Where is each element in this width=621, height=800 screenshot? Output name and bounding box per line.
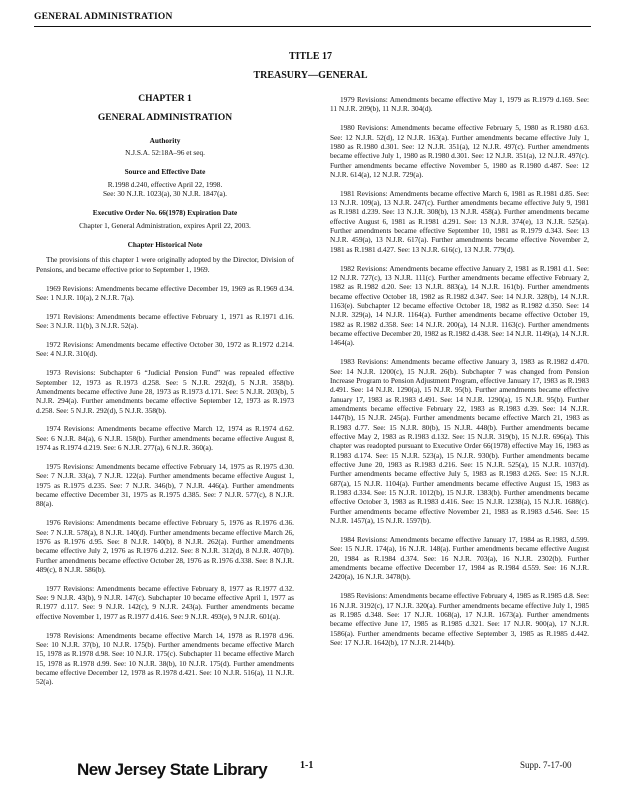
history-paragraph: 1975 Revisions: Amendments became effective February 14, 1975 as R.1975 d.30. See: 7 N.J.R. 33(a), 7 N.J.R. 122(a). Further amendments became effective August 1, 1975 as R.1975 d.235. See: 7 N.J.R. 346(b), 7 N.J.R. 446(a). Further amendments became effective December 31, 1975 as R.1975 d.385. See: 7 N.J.R. 577(c), 8 N.J.R. 88(a).: [36, 461, 294, 509]
library-stamp: New Jersey State Library: [77, 760, 268, 779]
history-paragraph: 1973 Revisions: Subchapter 6 “Judicial Pension Fund” was repealed effective September 12, 1973 as R.1973 d.258. See: 5 N.J.R. 292(d), 5 N.J.R. 358(b). Amendments became effective June 28, 1973 as R.1973 d.171. See: 5 N.J.R. 203(b), 5 N.J.R. 294(a). Further amendments became effective September 12, 1973 as R.1973 d.258. See: 5 N.J.R. 292(d), 5 N.J.R. 358(b).: [36, 368, 294, 415]
history-paragraph: 1974 Revisions: Amendments became effective March 12, 1974 as R.1974 d.62. See: 6 N.J.R. 84(a), 6 N.J.R. 158(b). Further amendments became effective August 8, 1974 as R.1974 d.219. See: 6 N.J.R. 277(a), 6 N.J.R. 360(a).: [36, 424, 294, 453]
historical-note-heading: Chapter Historical Note: [127, 240, 203, 250]
exec-order-heading: Executive Order No. 66(1978) Expiration Date: [92, 208, 238, 218]
header-rule: [34, 26, 591, 27]
source-heading: Source and Effective Date: [124, 167, 206, 177]
right-column: [330, 95, 589, 657]
history-paragraph: 1971 Revisions: Amendments became effective February 1, 1971 as R.1971 d.16. See: 3 N.J.R. 11(b), 3 N.J.R. 52(a).: [36, 311, 294, 331]
history-paragraph: 1972 Revisions: Amendments became effective October 30, 1972 as R.1972 d.214. See: 4 N.J.R. 310(d).: [36, 340, 294, 359]
history-paragraph: The provisions of this chapter 1 were originally adopted by the Director, Division of Pensions, and became effective prior to September 1, 1969.: [36, 255, 294, 274]
history-paragraph: 1979 Revisions: Amendments became effective May 1, 1979 as R.1979 d.169. See: 11 N.J.R. 209(b), 11 N.J.R. 304(d).: [330, 95, 589, 114]
history-paragraph: 1980 Revisions: Amendments became effective February 5, 1980 as R.1980 d.63. See: 12 N.J.R. 52(d), 12 N.J.R. 163(a). Further amendments became effective July 1, 1980 as R.1980 d.301. See: 12 N.J.R. 351(a), 12 N.J.R. 497(c). Further amendments became effective July 1, 1980 as R.1980 d.301. See: 12 N.J.R. 351(a), 12 N.J.R. 497(c). Further amendments became effective November 5, 1980 as R.1980 d.487. See: 12 N.J.R. 614(a), 12 N.J.R. 729(a).: [330, 123, 589, 179]
history-paragraph: 1983 Revisions: Amendments became effective January 3, 1983 as R.1982 d.470. See: 14 N.J.R. 1200(c), 15 N.J.R. 26(b). Subchapter 7 was changed from Pension Increase Program to Pension Adjustment Program, effective January 17, 1983 as R.1983 d.491. See: 14 N.J.R. 1290(a), 15 N.J.R. 95(b). Further amendments became effective January 17, 1983 as R.1983 d.491. See: 14 N.J.R. 1290(a), 15 N.J.R. 95(b). Further amendments became effective February 22, 1983 as R.1983 d.39. See: 14 N.J.R. 1447(b), 15 N.J.R. 245(a). Further amendments became effective March 21, 1983 as R.1983 d.77. See: 15 N.J.R. 80(b), 15 N.J.R. 448(b). Further amendments became effective May 2, 1983 as R.1983 d.132. See: 15 N.J.R. 319(b), 15 N.J.R. 696(a). This chapter was readopted pursuant to Executive Order 66(1978) effective May 16, 1983 as R.1983 d.174. See: 15 N.J.R. 523(a), 15 N.J.R. 930(b). Further amendments became effective June 20, 1983 as R.1983 d.216. See: 15 N.J.R. 525(a), 15 N.J.R. 1037(d). Further amendments became effective July 5, 1983 as R.1983 d.265. See: 15 N.J.R. 687(a), 15 N.J.R. 1104(a). Further amendments became effective August 15, 1983 as R.1983 d.334. See: 15 N.J.R. 1012(b), 15 N.J.R. 1383(b). Further amendments became effective October 3, 1983 as R.1983 d.416. See: 15 N.J.R. 1238(a), 15 N.J.R. 1688(c). Further amendments became effective November 21, 1983 as R.1983 d.546. See: 15 N.J.R. 1457(a), 15 N.J.R. 1597(b).: [330, 357, 589, 526]
authority-heading: Authority: [149, 135, 181, 145]
title-number: TITLE 17: [288, 51, 333, 62]
supplement-date: Supp. 7-17-00: [520, 760, 572, 770]
left-column: [36, 95, 294, 696]
chapter-name: GENERAL ADMINISTRATION: [97, 113, 233, 124]
history-paragraph: 1984 Revisions: Amendments became effective January 17, 1984 as R.1983, d.599. See: 15 N.J.R. 174(a), 16 N.J.R. 148(a). Further amendments became effective August 20, 1984 as R.1984 d.374. See: 16 N.J.R. 703(a), 16 N.J.R. 2302(b). Further amendments became effective December 17, 1984 as R.1984 d.559. See: 16 N.J.R. 2420(a), 16 N.J.R. 3478(b).: [330, 534, 589, 582]
page-number: 1-1: [300, 760, 314, 771]
history-paragraph: 1969 Revisions: Amendments became effective December 19, 1969 as R.1969 d.34. See: 1 N.J.R. 10(a), 2 N.J.R. 7(a).: [36, 283, 294, 302]
history-paragraph: 1982 Revisions: Amendments became effective January 2, 1981 as R.1981 d.1. See: 12 N.J.R. 727(c), 13 N.J.R. 111(c). Further amendments became effective February 2, 1982 as R.1982 d.20. See: 13 N.J.R. 883(a), 14 N.J.R. 161(b). Further amendments became effective October 18, 1982 as R.1982 d.347. See: 14 N.J.R. 328(b), 14 N.J.R. 1163(e). Subchapter 12 became effective October 18, 1982 as R.1982 d.350. See: 14 N.J.R. 329(a), 14 N.J.R. 1164(a). Further amendments became effective October 19, 1982 as R.1982 d.358. See: 14 N.J.R. 200(a), 14 N.J.R. 1163(c). Further amendments became effective December 20, 1982 as R.1982 d.438. See: 14 N.J.R. 1149(a), 14 N.J.R. 1464(a).: [330, 263, 589, 348]
history-paragraph: 1976 Revisions: Amendments became effective February 5, 1976 as R.1976 d.36. See: 7 N.J.R. 578(a), 8 N.J.R. 140(d). Further amendments became effective March 26, 1976 as R.1976 d.95. See: 8 N.J.R. 140(b), 8 N.J.R. 262(a). Further amendments became effective July 2, 1976 as R.1976 d.212. See: 8 N.J.R. 312(d), 8 N.J.R. 407(b). Further amendments became effective October 28, 1976 as R.1976 d.338. See: 8 N.J.R. 489(c), 8 N.J.R. 586(b).: [36, 518, 294, 574]
authority-text: N.J.S.A. 52:18A–96 et seq.: [125, 148, 205, 158]
source-line: R.1998 d.240, effective April 22, 1998.: [107, 179, 223, 189]
source-line: See: 30 N.J.R. 1023(a), 30 N.J.R. 1847(a).: [102, 189, 228, 199]
history-paragraph: 1981 Revisions: Amendments became effective March 6, 1981 as R.1981 d.85. See: 13 N.J.R. 109(a), 13 N.J.R. 247(c). Further amendments became effective July 9, 1981 as R.1981 d.239. See: 13 N.J.R. 308(b), 13 N.J.R. 458(a). Further amendments became effective August 6, 1981 as R.1981 d.291. See: 13 N.J.R. 374(e), 13 N.J.R. 525(a). Further amendments became effective September 10, 1981 as R.1979 d.343. See: 13 N.J.R. 459(a), 13 N.J.R. 617(a). Further amendments became effective November 2, 1981 as R.1981 d.427. See: 13 N.J.R. 616(c), 13 N.J.R. 779(d).: [330, 188, 589, 254]
history-paragraph: 1985 Revisions: Amendments became effective February 4, 1985 as R.1985 d.8. See: 16 N.J.R. 3192(c), 17 N.J.R. 320(a). Further amendments became effective July 1, 1985 as R.1985 d.348. See: 17 N.J.R. 1068(a), 17 N.J.R. 1673(a). Further amendments became effective June 17, 1985 as R.1985 d.321. See: 17 N.J.R. 900(a), 17 N.J.R. 1586(a). Further amendments became effective September 3, 1985 as R.1985 d.442. See: 17 N.J.R. 1642(b), 17 N.J.R. 2144(b).: [330, 591, 589, 647]
exec-order-text: Chapter 1, General Administration, expires April 22, 2003.: [79, 220, 251, 230]
title-name: TREASURY—GENERAL: [253, 70, 368, 81]
chapter-number: CHAPTER 1: [138, 94, 192, 104]
source-text: [36, 180, 294, 199]
history-paragraph: 1977 Revisions: Amendments became effective February 8, 1977 as R.1977 d.32. See: 9 N.J.R. 43(b), 9 N.J.R. 147(c). Subchapter 10 became effective April 1, 1977 as R.1977 d.117. See: 9 N.J.R. 142(c), 9 N.J.R. 243(a). Further amendments became effective November 1, 1977 as R.1977 d.416. See: 9 N.J.R. 493(e), 9 N.J.R. 601(a).: [36, 583, 294, 621]
running-head: GENERAL ADMINISTRATION: [34, 12, 173, 22]
history-paragraph: 1978 Revisions: Amendments became effective March 14, 1978 as R.1978 d.96. See: 10 N.J.R. 37(b), 10 N.J.R. 175(b). Further amendments became effective March 15, 1978 as R.1978 d.98. See: 10 N.J.R. 175(c). Subchapter 11 became effective March 15, 1978 as R.1978 d.99. See: 10 N.J.R. 38(b), 10 N.J.R. 175(d). Further amendments became effective December 12, 1978 as R.1978 d.421. See: 10 N.J.R. 516(a), 11 N.J.R. 52(a).: [36, 630, 294, 687]
